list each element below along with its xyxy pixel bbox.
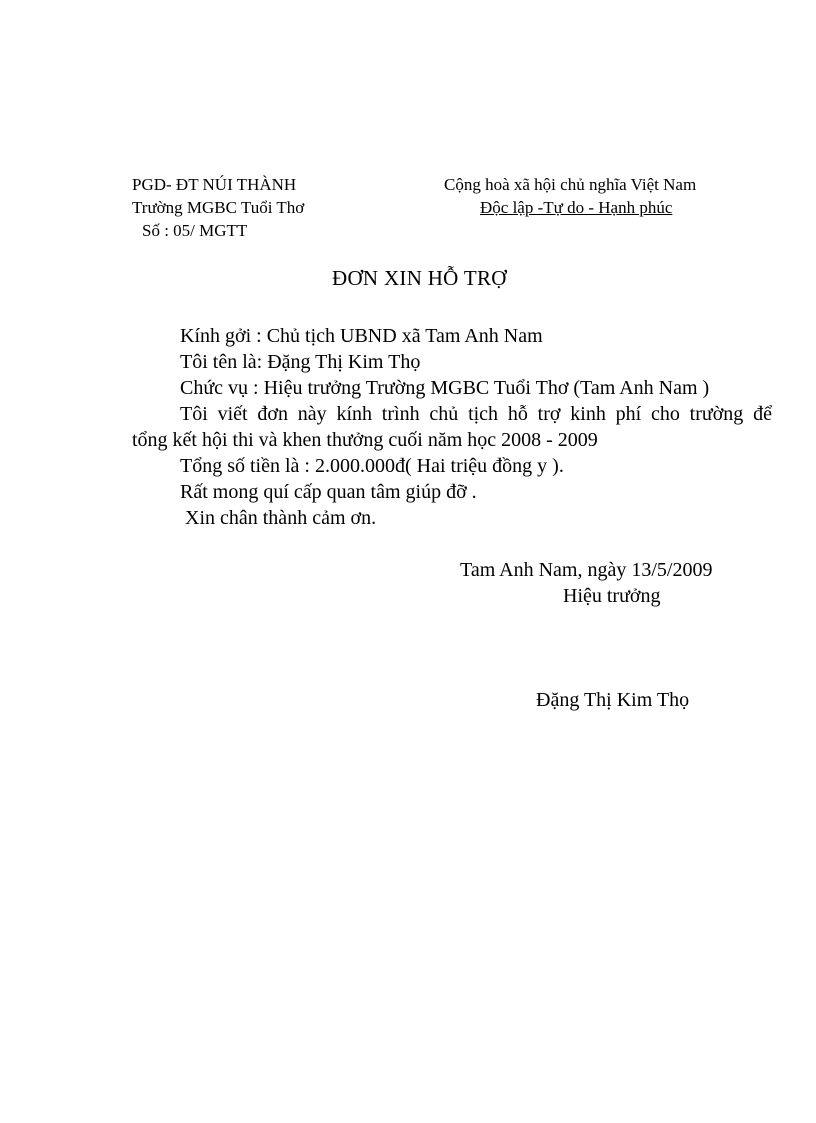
national-title: Cộng hoà xã hội chủ nghĩa Việt Nam <box>444 175 697 194</box>
request-line-1: Tôi viết đơn này kính trình chủ tịch hỗ trợ kinh phí cho trường để <box>180 403 772 425</box>
agency-name: PGD- ĐT NÚI THÀNH <box>132 175 297 194</box>
request-line-2: tổng kết hội thi và khen thưởng cuối năm học 2008 - 2009 <box>132 429 598 451</box>
position-line: Chức vụ : Hiệu trưởng Trường MGBC Tuổi Thơ (Tam Anh Nam ) <box>180 377 710 399</box>
recipient-line: Kính gởi : Chủ tịch UBND xã Tam Anh Nam <box>180 325 543 347</box>
signer-name: Đặng Thị Kim Thọ <box>536 689 690 711</box>
amount-line: Tổng số tiền là : 2.000.000đ( Hai triệu đồng y ). <box>180 455 564 477</box>
applicant-name-line: Tôi tên là: Đặng Thị Kim Thọ <box>180 351 421 373</box>
plea-line: Rất mong quí cấp quan tâm giúp đỡ . <box>180 481 477 503</box>
signer-role: Hiệu trưởng <box>563 585 661 607</box>
document-title: ĐƠN XIN HỖ TRỢ <box>332 266 507 290</box>
school-name: Trường MGBC Tuổi Thơ <box>132 198 305 217</box>
place-date: Tam Anh Nam, ngày 13/5/2009 <box>460 559 713 581</box>
document-number: Số : 05/ MGTT <box>142 221 248 240</box>
thanks-line: Xin chân thành cảm ơn. <box>185 507 377 529</box>
national-motto: Độc lập -Tự do - Hạnh phúc <box>480 198 673 217</box>
